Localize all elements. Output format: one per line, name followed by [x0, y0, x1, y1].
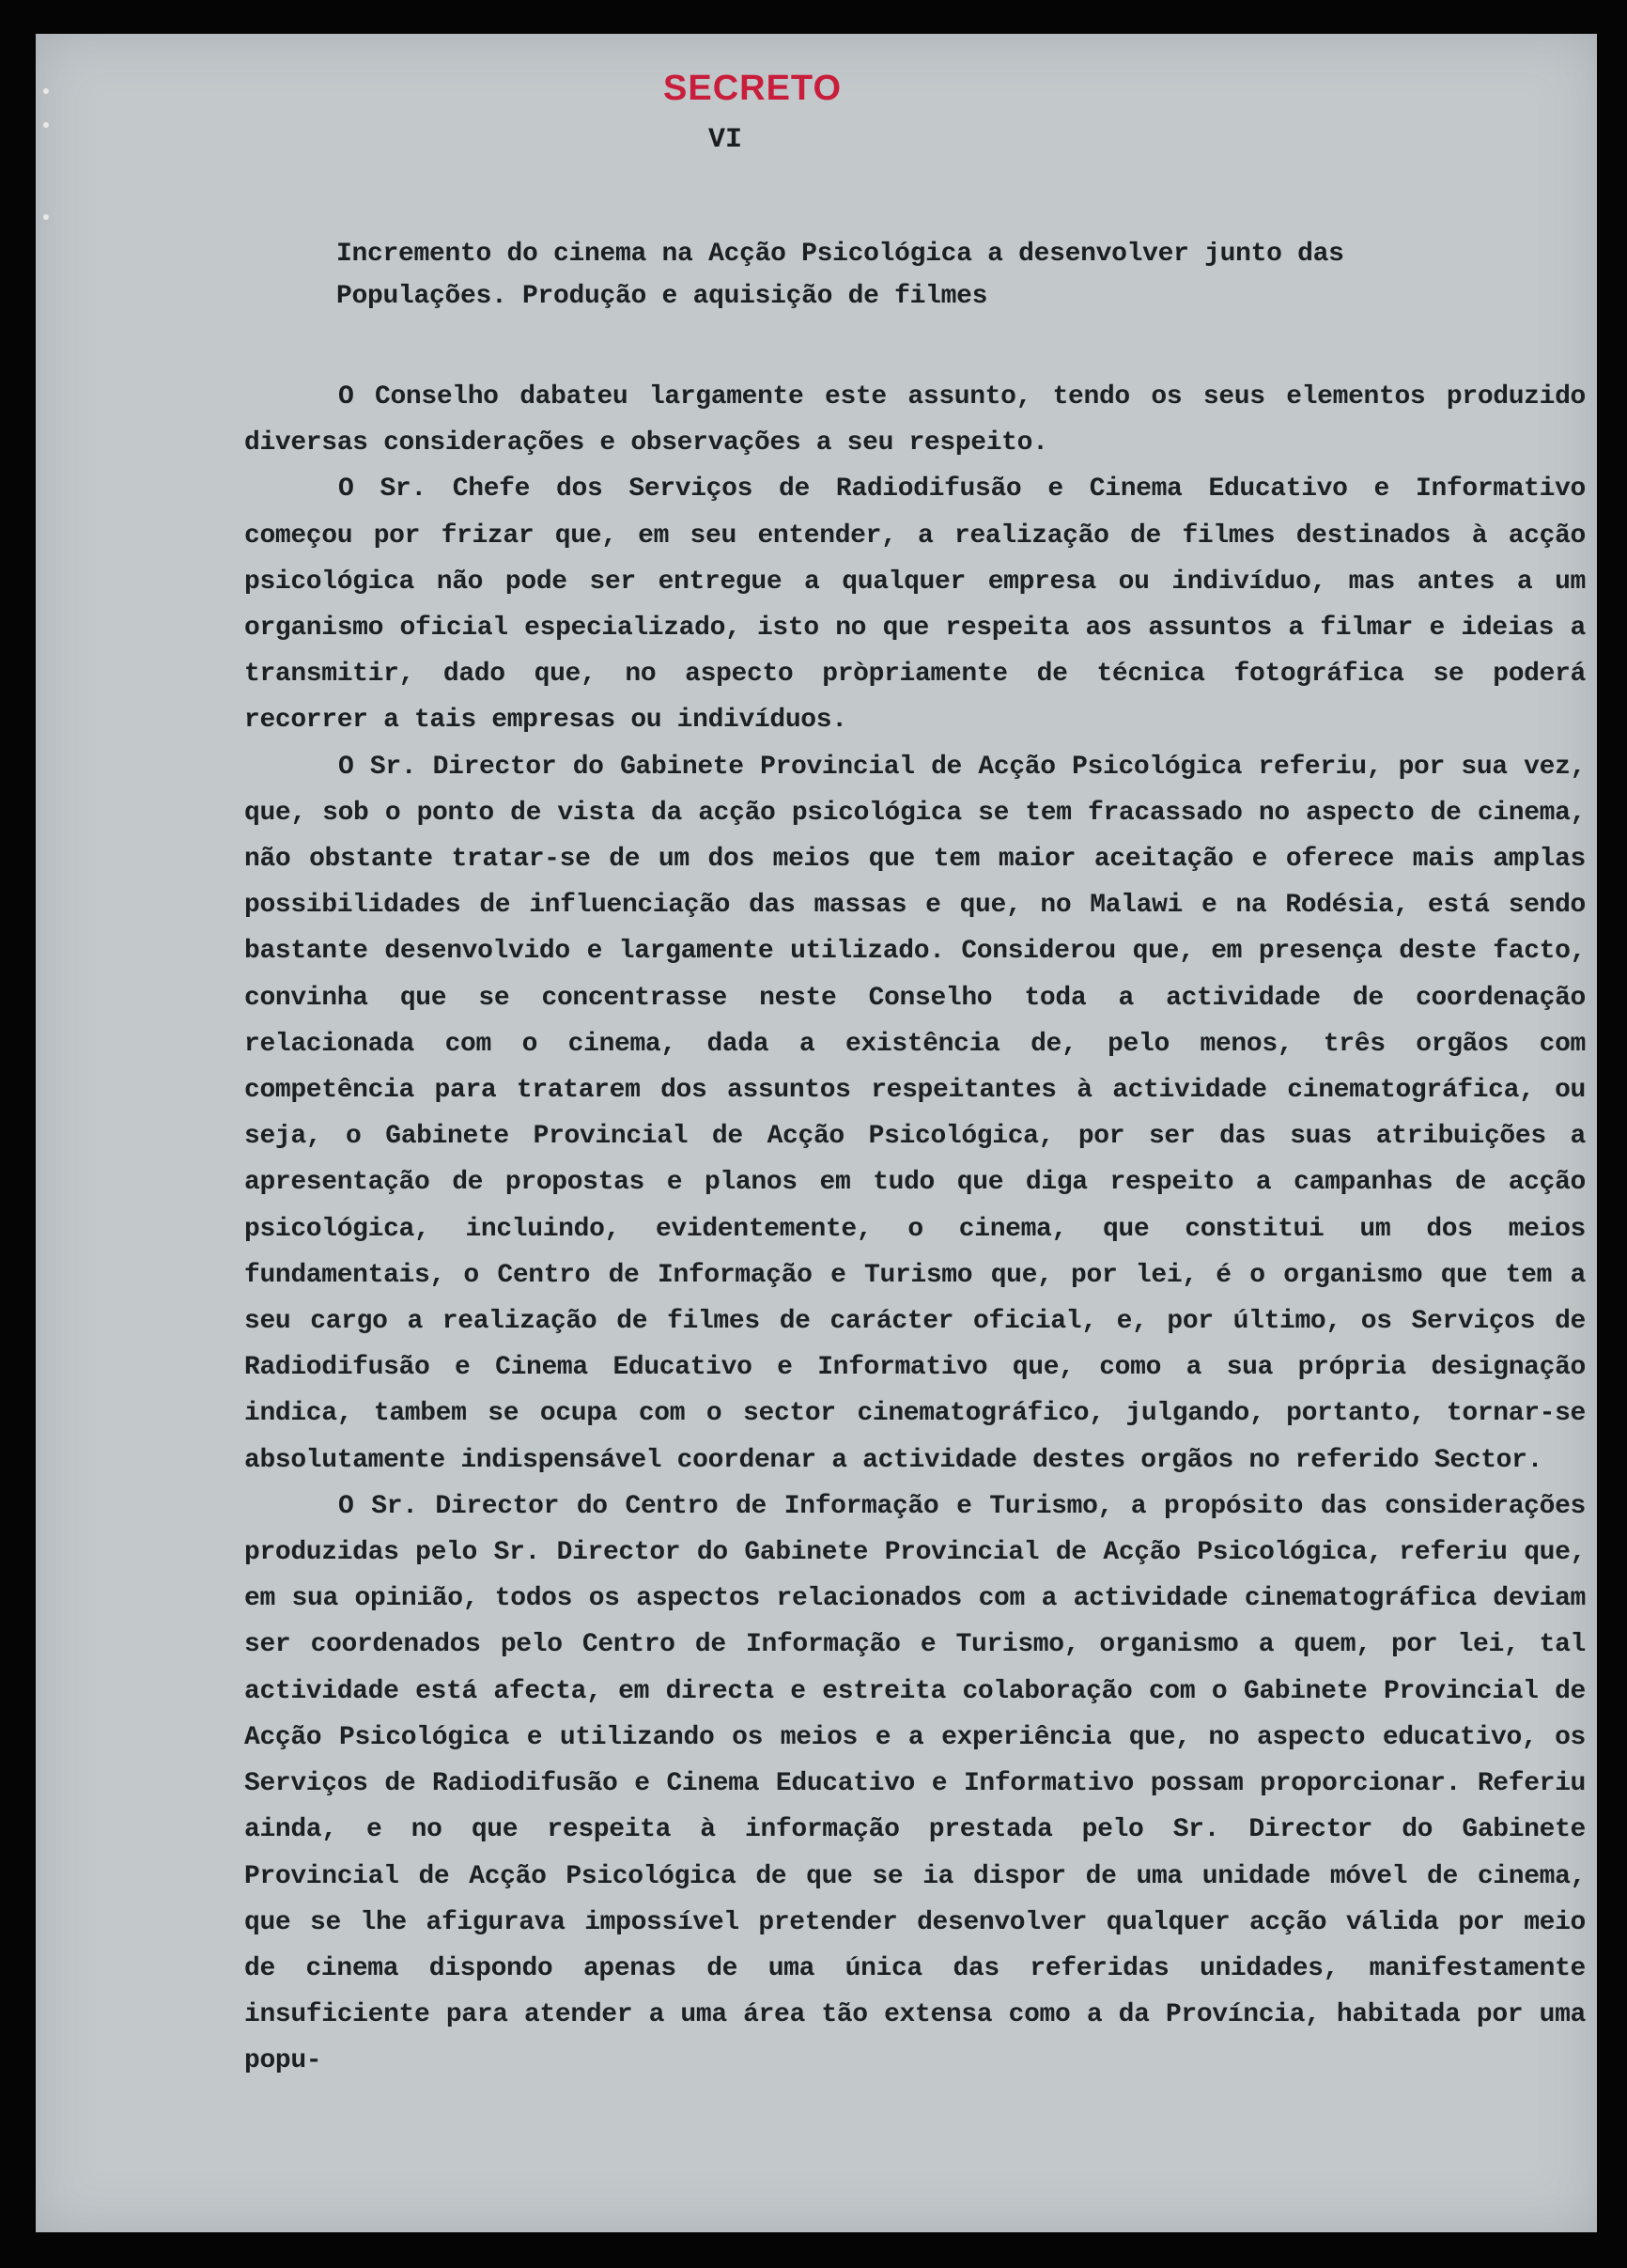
secret-stamp — [663, 60, 889, 117]
section-number: VI — [708, 124, 743, 156]
paragraph: O Conselho dabateu largamente este assunto, tendo os seus elementos produzido diversas considerações e observações a seu respeito. — [244, 382, 1586, 458]
punch-hole-mark — [43, 214, 49, 220]
punch-hole-mark — [43, 122, 49, 128]
paragraph: O Sr. Director do Centro de Informação e Turismo, a propósito das considerações produzidas pelo Sr. Director do Gabinete Provincial de Acção Psicológica, referiu que, em sua opinião, todos os aspectos relacionados com a actividade cinematográfica deviam ser coordenados pelo Centro de Informação e Turismo, organismo a quem, por lei, tal actividade está afecta, em directa e estreita colaboração com o Gabinete Provincial de Acção Psicológica e utilizando os meios e a experiência que, no aspecto educativo, os Serviços de Radiodifusão e Cinema Educativo e Informativo possam proporcionar. Referiu ainda, e no que respeita à informação prestada pelo Sr. Director do Gabinete Provincial de Acção Psicológica de que se ia dispor de uma unidade móvel de cinema, que se lhe afigurava impossível pretender desenvolver qualquer acção válida por meio de cinema dispondo apenas de uma única das referidas unidades, manifestamente insuficiente para atender a uma área tão extensa como a da Província, habitada por uma popu- — [244, 1491, 1586, 2076]
document-body — [244, 374, 1586, 2085]
paragraph: O Sr. Chefe dos Serviços de Radiodifusão e Cinema Educativo e Informativo começou por frizar que, em seu entender, a realização de filmes destinados à acção psicológica não pode ser entregue a qualquer empresa ou indivíduo, mas antes a um organismo oficial especializado, isto no que respeita aos assuntos a filmar e ideias a transmitir, dado que, no aspecto pròpriamente de técnica fotográfica se poderá recorrer a tais empresas ou indivíduos. — [244, 474, 1586, 736]
document-title: Incremento do cinema na Acção Psicológica a desenvolver junto das Populações. Produção e aquisição de filmes — [336, 240, 1344, 311]
document-page — [36, 34, 1597, 2232]
punch-hole-mark — [43, 88, 49, 94]
paragraph: O Sr. Director do Gabinete Provincial de Acção Psicológica referiu, por sua vez, que, sob o ponto de vista da acção psicológica se tem fracassado no aspecto de cinema, não obstante tratar-se de um dos meios que tem maior aceitação e oferece mais amplas possibilidades de influenciação das massas e que, no Malawi e na Rodésia, está sendo bastante desenvolvido e largamente utilizado. Considerou que, em presença deste facto, convinha que se concentrasse neste Conselho toda a actividade de coordenação relacionada com o cinema, dada a existência de, pelo menos, três orgãos com competência para tratarem dos assuntos respeitantes à actividade cinematográfica, ou seja, o Gabinete Provincial de Acção Psicológica, por ser das suas atribuições a apresentação de propostas e planos em tudo que diga respeito a campanhas de acção psicológica, incluindo, evidentemente, o cinema, que constitui um dos meios fundamentais, o Centro de Informação e Turismo que, por lei, é o organismo que tem a seu cargo a realização de filmes de carácter oficial, e, por último, os Serviços de Radiodifusão e Cinema Educativo e Informativo que, como a sua própria designação indica, tambem se ocupa com o sector cinematográfico, julgando, portanto, tornar-se absolutamente indispensável coordenar a actividade destes orgãos no referido Sector. — [244, 752, 1586, 1475]
secret-stamp-text: SECRETO — [663, 69, 843, 108]
